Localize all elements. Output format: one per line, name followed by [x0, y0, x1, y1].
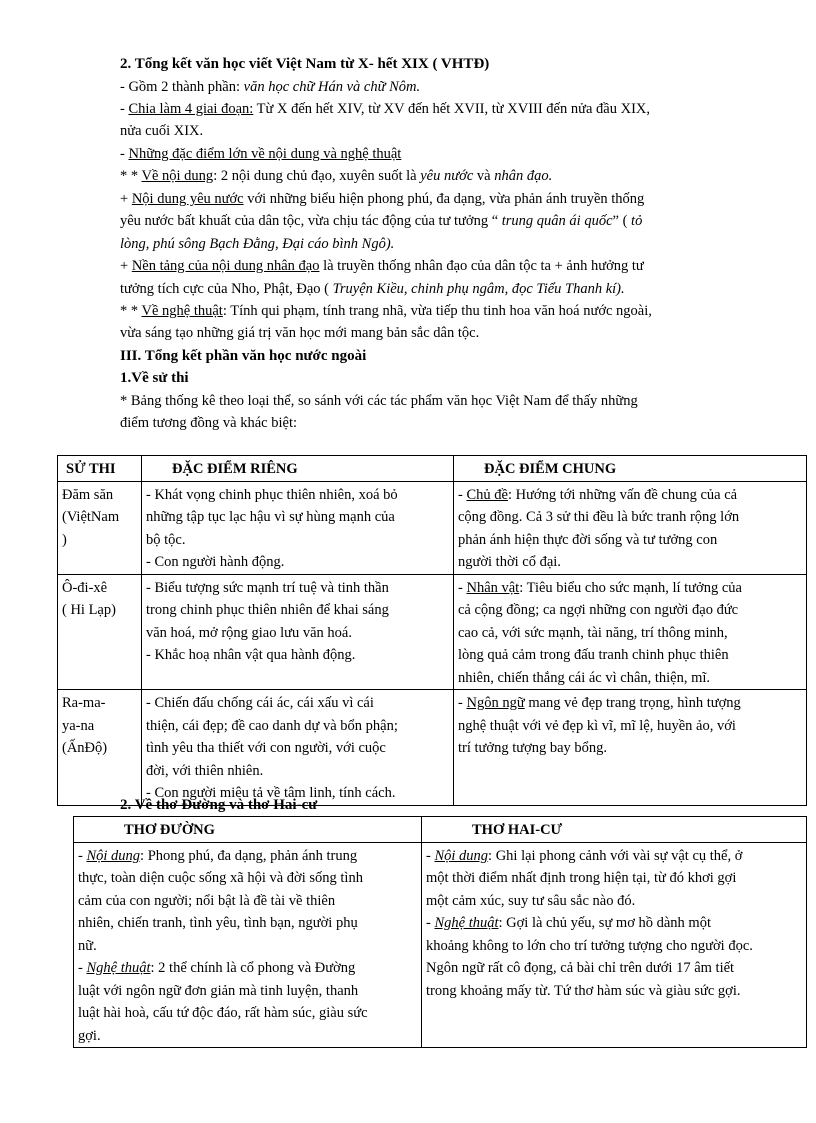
subsection-poetry-heading: 2. Về thơ Đường và thơ Hai-cư [120, 797, 318, 813]
para-patriotism: + Nội dung yêu nước với những biểu hiện phong phú, đa dạng, vừa phản ánh truyền thống [120, 191, 645, 207]
table-row [58, 690, 807, 806]
specific-cell: - Chiến đấu chống cái ác, cái xấu vì cái thiện, cái đẹp; đề cao danh dự và bổn phận; tình yêu tha thiết với con người, với cuộc đời, với thiên nhiên. - Con người miêu tả về tâm linh, tính cách. [142, 690, 454, 806]
header-tang-poetry: THƠ ĐƯỜNG [74, 817, 422, 843]
specific-cell: - Biểu tượng sức mạnh trí tuệ và tinh thần trong chinh phục thiên nhiên để khai sáng văn hoá, mở rộng giao lưu văn hoá. - Khắc hoạ nhân vật qua hành động. [142, 574, 454, 690]
header-epic: SỬ THI [58, 456, 142, 482]
para-patriotism-3: lòng, phú sông Bạch Đằng, Đại cáo bình Ngô). [120, 236, 395, 252]
epic-table [57, 455, 807, 806]
epic-name-cell: Ra-ma- ya-na (ẤnĐộ) [58, 690, 142, 806]
table-row [58, 574, 807, 690]
para-periods: - Chia làm 4 giai đoạn: Từ X đến hết XIV, từ XV đến hết XVII, từ XVIII đến nửa đầu XIX, [120, 101, 650, 117]
poetry-table [73, 816, 807, 1048]
epic-intro-1: * Bảng thống kê theo loại thể, so sánh với các tác phẩm văn học Việt Nam để thấy những [120, 393, 638, 409]
para-features-title: - Những đặc điểm lớn về nội dung và nghệ thuật [120, 146, 402, 162]
para-art: * * Về nghệ thuật: Tính qui phạm, tính trang nhã, vừa tiếp thu tinh hoa văn hoá nước ngoài, [120, 303, 652, 319]
poetry-table-header [74, 817, 807, 843]
para-components: - Gồm 2 thành phần: văn học chữ Hán và chữ Nôm. [120, 79, 421, 95]
epic-intro-2: điểm tương đồng và khác biệt: [120, 415, 298, 431]
subsection-epic-heading: 1.Về sử thi [120, 370, 189, 386]
para-art-2: vừa sáng tạo những giá trị văn học mới mang bản sắc dân tộc. [120, 325, 480, 341]
table-row [74, 842, 807, 1048]
para-humanism: + Nền tảng của nội dung nhân đạo là truyền thống nhân đạo của dân tộc ta + ảnh hưởng tư [120, 258, 644, 274]
table-row [58, 481, 807, 574]
haiku-cell: - Nội dung: Ghi lại phong cảnh với vài sự vật cụ thể, ở một thời điểm nhất định trong hiện tại, từ đó khơi gợi một cảm xúc, suy tư sâu sắc nào đó. - Nghệ thuật: Gợi là chủ yếu, sự mơ hồ dành một khoảng không to lớn cho trí tưởng tượng cho người đọc. Ngôn ngữ rất cô đọng, cả bài chỉ trên dưới 17 âm tiết trong khoảng mấy từ. Tứ thơ hàm súc và giàu sức gợi. [422, 842, 807, 1048]
common-cell: - Nhân vật: Tiêu biểu cho sức mạnh, lí tưởng của cả cộng đồng; ca ngợi những con người đạo đức cao cả, với sức mạnh, tài năng, trí thông minh, lòng quả cảm trong đấu tranh chinh phục thiên nhiên, chiến thắng cái ác vì chân, thiện, mĩ. [454, 574, 807, 690]
header-common: ĐẶC ĐIỂM CHUNG [454, 456, 807, 482]
para-humanism-2: tưởng tích cực của Nho, Phật, Đạo ( Truyện Kiều, chinh phụ ngâm, đọc Tiểu Thanh kí). [120, 281, 625, 297]
para-content: * * Về nội dung: 2 nội dung chủ đạo, xuyên suốt là yêu nước và nhân đạo. [120, 168, 553, 184]
epic-name-cell: Ô-đi-xê ( Hi Lạp) [58, 574, 142, 690]
para-patriotism-2: yêu nước bất khuất của dân tộc, vừa chịu tác động của tư tưởng “ trung quân ái quốc” ( tỏ [120, 213, 643, 229]
common-cell: - Chủ đề: Hướng tới những vấn đề chung của cả cộng đồng. Cả 3 sử thi đều là bức tranh rộng lớn phản ánh hiện thực đời sống và tư tưởng con người thời cổ đại. [454, 481, 807, 574]
section-2-heading: 2. Tổng kết văn học viết Việt Nam từ X- hết XIX ( VHTĐ) [120, 56, 490, 72]
header-specific: ĐẶC ĐIỂM RIÊNG [142, 456, 454, 482]
section-3-heading: III. Tổng kết phần văn học nước ngoài [120, 348, 367, 364]
epic-name-cell: Đăm săn (ViệtNam ) [58, 481, 142, 574]
para-periods-cont: nửa cuối XIX. [120, 123, 204, 139]
tang-poetry-cell: - Nội dung: Phong phú, đa dạng, phản ánh trung thực, toàn diện cuộc sống xã hội và đời sống tình cảm của con người; nổi bật là đề tài về thiên nhiên, chiến tranh, tình yêu, tình bạn, người phụ nữ. - Nghệ thuật: 2 thể chính là cổ phong và Đường luật với ngôn ngữ đơn giản mà tinh luyện, thanh luật hài hoà, cấu tứ độc đáo, rất hàm súc, giàu sức gợi. [74, 842, 422, 1048]
header-haiku: THƠ HAI-CƯ [422, 817, 807, 843]
epic-table-header [58, 456, 807, 482]
specific-cell: - Khát vọng chinh phục thiên nhiên, xoá bỏ những tập tục lạc hậu vì sự hùng mạnh của bộ tộc. - Con người hành động. [142, 481, 454, 574]
common-cell: - Ngôn ngữ mang vẻ đẹp trang trọng, hình tượng nghệ thuật với vẻ đẹp kì vĩ, mĩ lệ, huyền ảo, với trí tưởng tượng bay bổng. [454, 690, 807, 806]
